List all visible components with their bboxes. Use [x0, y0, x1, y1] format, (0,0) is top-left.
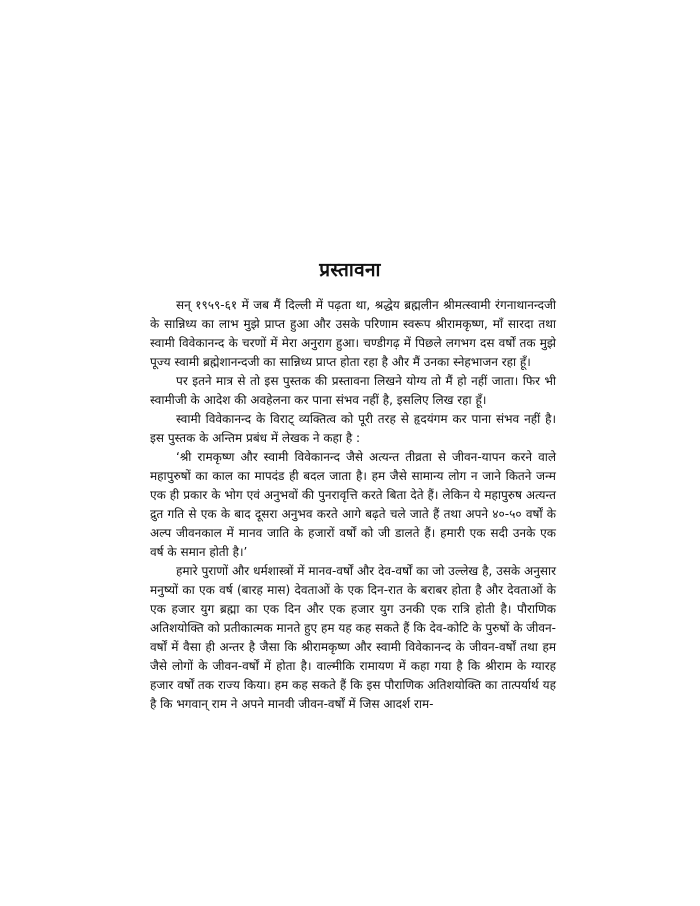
page-title: प्रस्तावना — [319, 259, 381, 281]
preface-body — [150, 296, 556, 714]
quotation-paragraph: ‘श्री रामकृष्ण और स्वामी विवेकानन्द जैसे अत्यन्त तीव्रता से जीवन-यापन करने वाले महापुरुषों का काल का मापदंड ही बदल जाता है। हम जैसे सामान्य लोग न जाने कितने जन्म एक ही प्रकार के भोग एवं अनुभवों की पुनरावृत्ति करते बिता देते हैं। लेकिन ये महापुरुष अत्यन्त द्रुत गति से एक के बाद दूसरा अनुभव करते आगे बढ़ते चले जाते हैं तथा अपने ४०-५० वर्षों के अल्प जीवनकाल में मानव जाति के हजारों वर्षों को जी डालते हैं। हमारी एक सदी उनके एक वर्ष के समान होती है।’ — [150, 450, 556, 559]
paragraph: हमारे पुराणों और धर्मशास्त्रों में मानव-वर्षों और देव-वर्षों का जो उल्लेख है, उसके अनुसार मनुष्यों का एक वर्ष (बारह मास) देवताओं के एक दिन-रात के बराबर होता है और देवताओं के एक हजार युग ब्रह्मा का एक दिन और एक हजार युग उनकी एक रात्रि होती है। पौराणिक अतिशयोक्ति को प्रतीकात्मक मानते हुए हम यह कह सकते हैं कि देव-कोटि के पुरुषों के जीवन-वर्षों में वैसा ही अन्तर है जैसा कि श्रीरामकृष्ण और स्वामी विवेकानन्द के जीवन-वर्षों तथा हम जैसे लोगों के जीवन-वर्षों में होता है। वाल्मीकि रामायण में कहा गया है कि श्रीराम के ग्यारह हजार वर्षों तक राज्य किया। हम कह सकते हैं कि इस पौराणिक अतिशयोक्ति का तात्पर्यार्थ यह है कि भगवान् राम ने अपने मानवी जीवन-वर्षों में जिस आदर्श राम- — [150, 564, 556, 711]
paragraph: स्वामी विवेकानन्द के विराट् व्यक्तित्व को पूरी तरह से हृदयंगम कर पाना संभव नहीं है। इस पुस्तक के अन्तिम प्रबंध में लेखक ने कहा है : — [150, 412, 556, 445]
paragraph: पर इतने मात्र से तो इस पुस्तक की प्रस्तावना लिखने योग्य तो मैं हो नहीं जाता। फिर भी स्वामीजी के आदेश की अवहेलना कर पाना संभव नहीं है, इसलिए लिख रहा हूँ। — [150, 374, 556, 407]
paragraph: सन् १९५९-६१ में जब मैं दिल्ली में पढ़ता था, श्रद्धेय ब्रह्मलीन श्रीमत्स्वामी रंगनाथानन्दजी के सान्निध्य का लाभ मुझे प्राप्त हुआ और उसके परिणाम स्वरूप श्रीरामकृष्ण, माँ सारदा तथा स्वामी विवेकानन्द के चरणों में मेरा अनुराग हुआ। चण्डीगढ़ में पिछले लगभग दस वर्षों तक मुझे पूज्य स्वामी ब्रह्मेशानन्दजी का सान्निध्य प्राप्त होता रहा है और मैं उनका स्नेहभाजन रहा हूँ। — [150, 298, 556, 369]
